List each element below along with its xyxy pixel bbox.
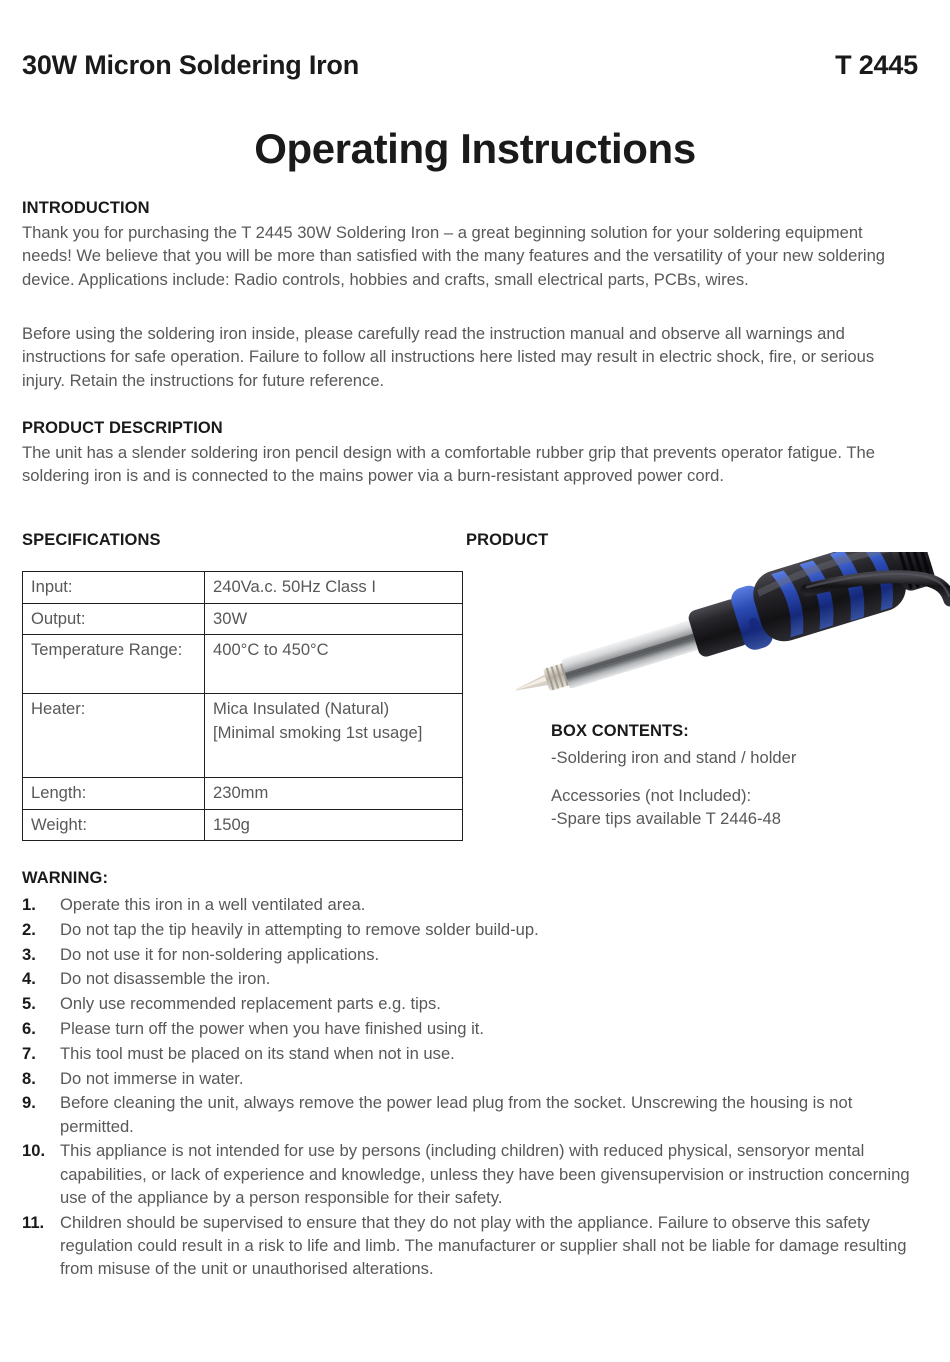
- list-item: [22, 893, 918, 916]
- list-item-text: Children should be supervised to ensure that they do not play with the appliance. Failure to observe this safety regulation could result in a risk to life and limb. The manufacturer or supplier shall not be liable for damage resulting from misuse of the unit or unauthorised alterations.: [60, 1212, 907, 1279]
- spec-key: Temperature Range:: [23, 635, 205, 694]
- table-row: [23, 572, 463, 604]
- list-item-number: 7.: [22, 1043, 36, 1063]
- spec-value: 240Va.c. 50Hz Class I: [205, 572, 463, 604]
- list-item-number: 5.: [22, 994, 36, 1014]
- page-header: [22, 50, 918, 81]
- product-heading: PRODUCT: [466, 531, 549, 549]
- list-item: [22, 918, 918, 941]
- spec-key: Weight:: [23, 809, 205, 841]
- spec-value: 30W: [205, 603, 463, 635]
- spec-value: 400°C to 450°C: [205, 635, 463, 694]
- list-item: [22, 1091, 918, 1138]
- list-item: [22, 967, 918, 990]
- list-item: [22, 1067, 918, 1090]
- document-title: Operating Instructions: [254, 125, 696, 172]
- list-item-text: Do not immerse in water.: [60, 1068, 244, 1088]
- product-description-paragraph: The unit has a slender soldering iron pencil design with a comfortable rubber grip that prevents operator fatigue. The soldering iron is and is connected to the mains power via a burn-resistant approved power cord.: [22, 443, 875, 486]
- introduction-paragraph-2: Before using the soldering iron inside, please carefully read the instruction manual and observe all warnings and instructions for safe operation. Failure to follow all instructions here listed may result in electric shock, fire, or serious injury. Retain the instructions for future reference.: [22, 324, 875, 390]
- product-description-heading: PRODUCT DESCRIPTION: [22, 419, 223, 437]
- list-item: [22, 1042, 918, 1065]
- specifications-heading: SPECIFICATIONS: [22, 531, 161, 549]
- list-item-text: Do not tap the tip heavily in attempting to remove solder build-up.: [60, 919, 539, 939]
- list-item-text: Do not disassemble the iron.: [60, 969, 271, 989]
- spec-key: Output:: [23, 603, 205, 635]
- soldering-iron-image: [455, 552, 950, 712]
- list-item-number: 10.: [22, 1141, 46, 1161]
- table-row: [23, 635, 463, 694]
- list-item-text: Before cleaning the unit, always remove the power lead plug from the socket. Unscrewing the housing is not permitted.: [60, 1093, 853, 1136]
- table-row: [23, 694, 463, 778]
- model-number: T 2445: [835, 50, 918, 80]
- list-item-text: This appliance is not intended for use by persons (including children) with reduced physical, sensoryor mental capabilities, or lack of experience and knowledge, unless they have been givensupervision or instruction concerning use of the appliance by a person responsible for their safety.: [60, 1141, 910, 1208]
- list-item: [22, 1017, 918, 1040]
- table-row: [23, 778, 463, 810]
- box-contents-heading: BOX CONTENTS:: [551, 722, 689, 740]
- list-item-text: Only use recommended replacement parts e.g. tips.: [60, 994, 441, 1014]
- list-item-number: 1.: [22, 895, 36, 914]
- list-item: [22, 992, 918, 1015]
- spec-key: Input:: [23, 572, 205, 604]
- list-item-number: 4.: [22, 969, 36, 989]
- table-row: [23, 809, 463, 841]
- product-name-heading: 30W Micron Soldering Iron: [22, 50, 360, 80]
- specifications-table: [22, 571, 463, 841]
- list-item-text: This tool must be placed on its stand when not in use.: [60, 1043, 455, 1063]
- box-contents-item: -Soldering iron and stand / holder: [551, 748, 797, 767]
- list-item-number: 2.: [22, 919, 36, 939]
- list-item-number: 6.: [22, 1018, 36, 1038]
- spec-key: Length:: [23, 778, 205, 810]
- spec-key: Heater:: [23, 694, 205, 778]
- introduction-heading: INTRODUCTION: [22, 199, 150, 217]
- list-item: [22, 943, 918, 966]
- list-item: [22, 1211, 918, 1281]
- list-item-number: 8.: [22, 1068, 36, 1088]
- spec-value: Mica Insulated (Natural) [Minimal smoking 1st usage]: [205, 694, 463, 778]
- warning-list: [22, 893, 918, 1282]
- list-item-text: Do not use it for non-soldering applications.: [60, 944, 380, 964]
- list-item-number: 9.: [22, 1093, 36, 1113]
- list-item-text: Please turn off the power when you have finished using it.: [60, 1018, 485, 1038]
- spec-value: 150g: [205, 809, 463, 841]
- list-item-number: 11.: [22, 1212, 45, 1232]
- table-row: [23, 603, 463, 635]
- list-item-number: 3.: [22, 944, 36, 964]
- list-item-text: Operate this iron in a well ventilated area.: [60, 895, 366, 914]
- introduction-paragraph-1: Thank you for purchasing the T 2445 30W Soldering Iron – a great beginning solution for your soldering equipment needs! We believe that you will be more than satisfied with the many features and the versatility of your new soldering device. Applications include: Radio controls, hobbies and crafts, small electrical parts, PCBs, wires.: [22, 223, 886, 289]
- list-item: [22, 1139, 918, 1209]
- warning-heading: WARNING:: [22, 869, 109, 887]
- spec-value: 230mm: [205, 778, 463, 810]
- accessories-label: Accessories (not Included):: [551, 786, 752, 805]
- accessories-item: -Spare tips available T 2446-48: [551, 809, 782, 828]
